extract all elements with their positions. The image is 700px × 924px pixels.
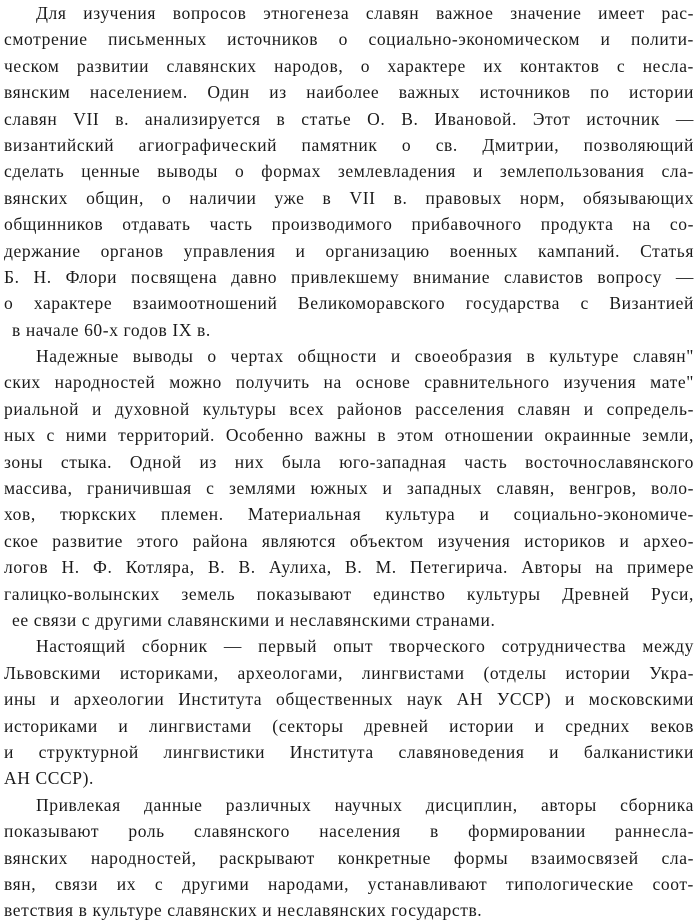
text-line: риальной и духовной культуры всех районов расселения славян и сопредель-	[4, 398, 694, 419]
text-line: славян VII в. анализируется в статье О. В. Ивановой. Этот источник —	[4, 108, 694, 129]
text-line: Надежные выводы о чертах общности и своеобразия в культуре славян"	[36, 346, 694, 367]
text-line: ных с ними территорий. Особенно важны в этом отношении окраинные земли,	[4, 425, 694, 446]
text-line: Львовскими историками, археологами, лингвистами (отделы истории Укра-	[4, 662, 694, 683]
text-line: ины и археологии Института общественных наук АН УССР) и московскими	[4, 689, 694, 710]
text-line: ское развитие этого района являются объектом изучения историков и архео-	[4, 530, 694, 551]
text-line: ее связи с другими славянскими и неславянскими странами.	[12, 609, 496, 630]
text-line: показывают роль славянского населения в формировании раннесла-	[4, 821, 694, 842]
paragraph-collection-cooperation	[4, 633, 694, 791]
text-line: ческом развитии славянских народов, о характере их контактов с несла-	[4, 55, 694, 76]
text-line: смотрение письменных источников о социально-экономическом и полити-	[4, 29, 694, 50]
text-line: Для изучения вопросов этногенеза славян важное значение имеет рас-	[36, 3, 694, 23]
text-line: о характере взаимоотношений Великоморавского государства с Византией	[4, 293, 694, 314]
text-line: галицко-волынских земель показывают единство культуры Древней Руси,	[4, 583, 694, 604]
text-line: общинников отдавать часть производимого прибавочного продукта на со-	[4, 214, 694, 235]
text-line: ветствия в культуре славянских и неславянских государств.	[4, 900, 483, 921]
text-line: сделать ценные выводы о формах землевладения и землепользования сла-	[4, 161, 694, 182]
text-line: историками и лингвистами (секторы древней истории и средних веков	[4, 715, 694, 736]
text-line: вянских общин, о наличии уже в VII в. правовых норм, обязывающих	[4, 187, 694, 208]
text-line: держание органов управления и организацию военных кампаний. Статья	[4, 240, 694, 261]
text-line: зоны стыка. Одной из них была юго-западная часть восточнославянского	[4, 451, 694, 472]
text-line: Настоящий сборник — первый опыт творческого сотрудничества между	[36, 636, 694, 657]
text-line: логов Н. Ф. Котляра, В. В. Аулиха, В. М. Петегирича. Авторы на примере	[4, 557, 694, 578]
text-line: Привлекая данные различных научных дисциплин, авторы сборника	[36, 794, 694, 815]
text-line: вян, связи их с другими народами, устанавливают типологические соот-	[4, 873, 694, 894]
text-line: АН СССР).	[4, 768, 95, 789]
paragraph-ethnogenesis-sources	[4, 0, 694, 343]
text-line: византийский агиографический памятник о св. Дмитрии, позволяющий	[4, 134, 694, 155]
text-line: массива, граничившая с землями южных и западных славян, венгров, воло-	[4, 478, 694, 499]
text-line: вянским населением. Один из наиболее важных источников по истории	[4, 82, 694, 103]
text-line: Б. Н. Флори посвящена давно привлекшему внимание славистов вопросу —	[4, 266, 694, 287]
text-line: вянских народностей, раскрывают конкретные формы взаимосвязей сла-	[4, 847, 694, 868]
text-line: ских народностей можно получить на основе сравнительного изучения мате"	[4, 372, 694, 393]
text-line: и структурной лингвистики Института славяноведения и балканистики	[4, 741, 694, 762]
text-line: хов, тюркских племен. Материальная культура и социально-экономиче-	[4, 504, 694, 525]
paragraph-cultural-commonality	[4, 343, 694, 633]
paragraph-disciplines	[4, 792, 694, 924]
text-line: в начале 60-х годов IX в.	[12, 319, 211, 340]
